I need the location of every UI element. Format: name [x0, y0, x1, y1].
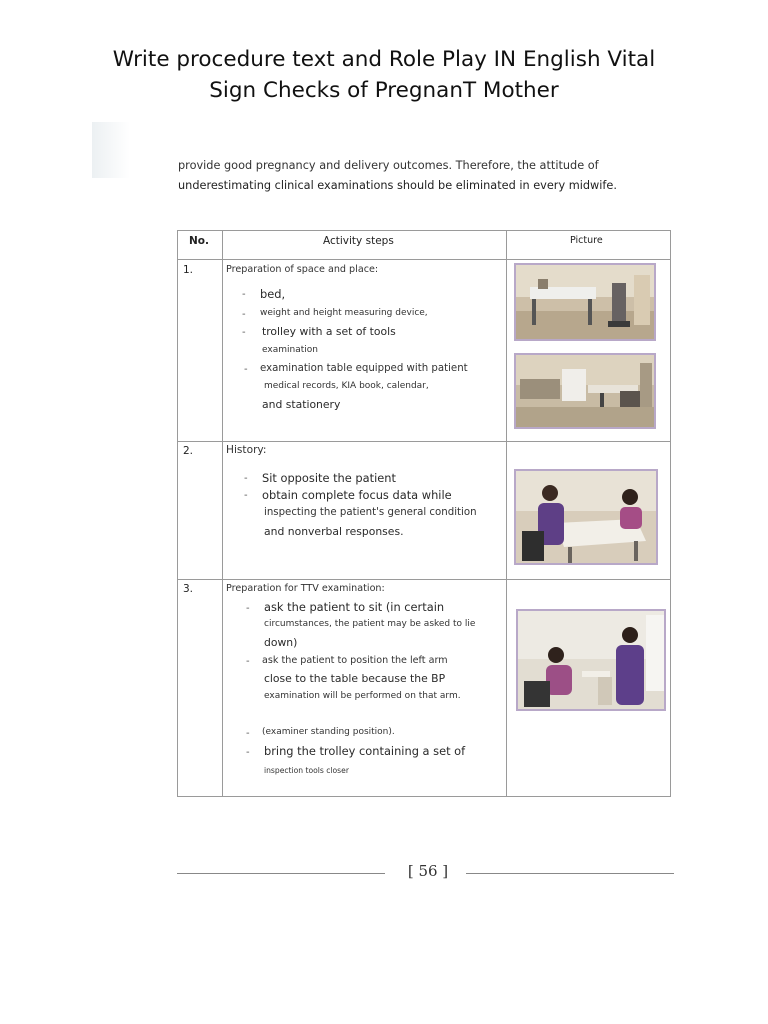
row-divider: [178, 441, 670, 442]
step-text: ask the patient to sit (in certain: [264, 600, 445, 614]
step-text: obtain complete focus data while: [262, 488, 452, 502]
photo-exam-room-bed: [514, 263, 656, 341]
step-text: ask the patient to position the left arm: [262, 655, 448, 666]
step-text: inspection tools closer: [264, 766, 349, 775]
bullet: -: [244, 473, 248, 484]
step-text: down): [264, 636, 298, 649]
photo-history-taking: [514, 469, 658, 565]
photo-ttv-preparation: [516, 609, 666, 711]
row-title: Preparation for TTV examination:: [226, 583, 385, 594]
step-text: weight and height measuring device,: [260, 308, 428, 318]
header-picture: Picture: [570, 235, 603, 246]
row-title: History:: [226, 444, 267, 456]
intro-paragraph: [178, 156, 678, 196]
bullet: -: [244, 490, 248, 501]
row-divider: [178, 579, 670, 580]
title-line-2: Sign Checks of PregnanT Mother: [209, 78, 559, 103]
intro-line-1: provide good pregnancy and delivery outcomes. Therefore, the attitude of: [178, 159, 599, 172]
procedure-table: [177, 230, 671, 797]
bullet: -: [244, 364, 248, 375]
footer-rule-left: [177, 873, 385, 874]
bullet: -: [242, 289, 246, 300]
step-text: bed,: [260, 287, 286, 301]
header-activity: Activity steps: [323, 235, 394, 247]
bullet: -: [242, 327, 246, 338]
col-divider: [506, 231, 507, 796]
row-number: 2.: [183, 445, 194, 457]
step-text: (examiner standing position).: [262, 727, 395, 737]
bullet: -: [246, 728, 250, 739]
photo-exam-room-desk: [514, 353, 656, 429]
bullet: -: [246, 603, 250, 614]
step-text: circumstances, the patient may be asked to lie: [264, 619, 476, 629]
scan-shadow: [92, 122, 130, 178]
row-divider: [178, 259, 670, 260]
bullet: -: [246, 656, 250, 667]
row-number: 3.: [183, 583, 194, 595]
step-text: inspecting the patient's general condition: [264, 507, 477, 518]
col-divider: [222, 231, 223, 796]
step-text: and stationery: [262, 398, 341, 411]
step-text: examination: [262, 345, 318, 355]
step-text: trolley with a set of tools: [262, 325, 396, 338]
step-text: Sit opposite the patient: [262, 471, 396, 485]
bullet: -: [242, 309, 246, 320]
header-no: No.: [189, 235, 209, 247]
row-number: 1.: [183, 264, 194, 276]
step-text: and nonverbal responses.: [264, 525, 404, 538]
bullet: -: [246, 747, 250, 758]
step-text: examination will be performed on that arm.: [264, 691, 461, 701]
step-text: medical records, KIA book, calendar,: [264, 381, 429, 391]
footer-rule-right: [466, 873, 674, 874]
title-line-1: Write procedure text and Role Play IN English Vital: [112, 47, 656, 72]
row-title: Preparation of space and place:: [226, 264, 379, 275]
step-text: close to the table because the BP: [264, 672, 446, 685]
document-title: [0, 44, 768, 106]
step-text: bring the trolley containing a set of: [264, 744, 466, 758]
intro-line-2: underestimating clinical examinations should be eliminated in every midwife.: [178, 179, 617, 192]
page-number: [ 56 ]: [407, 862, 449, 880]
step-text: examination table equipped with patient: [260, 363, 468, 374]
